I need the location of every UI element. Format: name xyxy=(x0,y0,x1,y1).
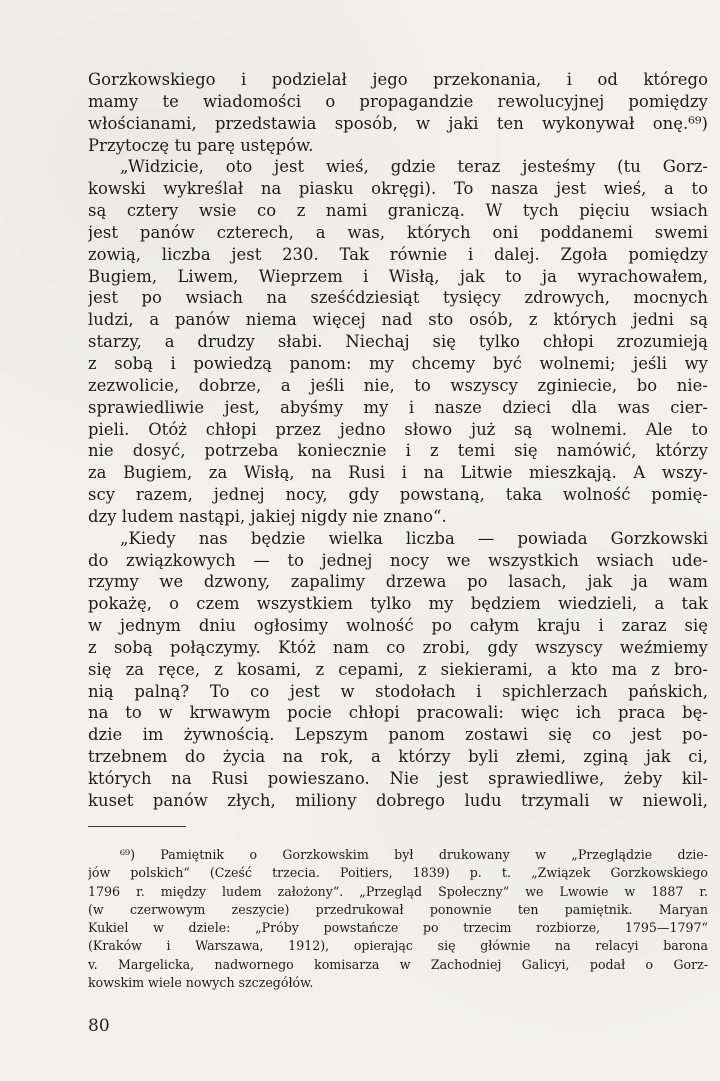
text-line: kowski wykreślał na piasku okręgi). To nasza jest wieś, a to xyxy=(88,179,708,199)
text-line: Gorzkowskiego i podzielał jego przekonania, i od którego xyxy=(88,70,708,89)
text-line: których na Rusi powieszano. Nie jest sprawiedliwe, żeby kil- xyxy=(88,769,708,788)
text-line: nie dosyć, potrzeba koniecznie i z temi się namówić, którzy xyxy=(88,441,708,461)
text-line: zowią, liczba jest 230. Tak równie i dalej. Zgoła pomiędzy xyxy=(88,244,708,264)
text-line: do związkowych — to jednej nocy we wszystkich wsiach ude- xyxy=(88,550,708,570)
text-line: Przytoczę tu parę ustępów. xyxy=(88,135,314,155)
text-line: dzy ludem nastąpi, jakiej nigdy nie znano“. xyxy=(88,506,447,526)
text-line: mamy te wiadomości o propagandzie rewolucyjnej pomiędzy xyxy=(88,91,708,111)
main-text xyxy=(88,69,708,812)
text-line: Bugiem, Liwem, Wieprzem i Wisłą, jak to ja wyrachowałem, xyxy=(88,266,708,286)
text-line: się za ręce, z kosami, z cepami, z siekierami, a kto ma z bro- xyxy=(88,659,708,679)
text-line: pokażę, o czem wszystkiem tylko my będziem wiedzieli, a tak xyxy=(88,594,708,614)
footnote-line: jów polskich“ (Cześć trzecia. Poitiers, 1839) p. t. „Związek Gorzkowskiego xyxy=(88,865,708,881)
text-line: ludzi, a panów niema więcej nad sto osób, z których jedni są xyxy=(88,310,708,330)
text-line: trzebnem do życia na rok, a którzy byli złemi, zginą jak ci, xyxy=(88,747,708,767)
text-line: pieli. Otóż chłopi przez jedno słowo już są wolnemi. Ale to xyxy=(88,419,708,439)
text-line: „Widzicie, oto jest wieś, gdzie teraz jesteśmy (tu Gorz- xyxy=(120,157,708,177)
text-line: dzie im żywnością. Lepszym panom zostawi się co jest po- xyxy=(88,725,708,745)
text-line: „Kiedy nas będzie wielka liczba — powiada Gorzkowski xyxy=(120,528,708,548)
footnote-line: Kukiel w dziele: „Próby powstańcze po trzecim rozbiorze, 1795—1797“ xyxy=(88,920,708,936)
text-line: z sobą i powiedzą panom: my chcemy być wolnemi; jeśli wy xyxy=(88,353,708,373)
text-line: sprawiedliwie jest, abyśmy my i nasze dzieci dla was cier- xyxy=(88,397,708,417)
footnote-line: 1796 r. między ludem założony“. „Przegląd Społeczny“ we Lwowie w 1887 r. xyxy=(88,883,708,899)
text-line: jest po wsiach na sześćdziesiąt tysięcy zdrowych, mocnych xyxy=(88,288,708,308)
text-line: nią palną? To co jest w stodołach i spichlerzach pańskich, xyxy=(88,681,708,701)
footnote-divider xyxy=(88,826,186,827)
text-line: włościanami, przedstawia sposób, w jaki ten wykonywał onę.⁶⁹) xyxy=(88,113,708,133)
footnote-line: ⁶⁹) Pamiętnik o Gorzkowskim był drukowany w „Przeglądzie dzie- xyxy=(120,847,708,862)
text-line: w jednym dniu ogłosimy wolność po całym kraju i zaraz się xyxy=(88,616,708,636)
text-line: rzymy we dzwony, zapalimy drzewa po lasach, jak ja wam xyxy=(88,572,708,592)
page-number: 80 xyxy=(88,1016,110,1036)
text-line: scy razem, jednej nocy, gdy powstaną, taka wolność pomię- xyxy=(88,485,708,505)
text-line: starzy, a drudzy słabi. Niechaj się tylko chłopi zrozumieją xyxy=(88,332,708,352)
text-line: są cztery wsie co z nami graniczą. W tych pięciu wsiach xyxy=(88,201,708,221)
footnote-line: kowskim wiele nowych szczegółów. xyxy=(88,975,314,991)
footnote-line: (Kraków i Warszawa, 1912), opierając się głównie na relacyi barona xyxy=(88,938,708,954)
text-line: zezwolicie, dobrze, a jeśli nie, to wszyscy zginiecie, bo nie- xyxy=(88,375,708,395)
text-line: na to w krwawym pocie chłopi pracowali: więc ich praca bę- xyxy=(88,703,708,723)
text-line: z sobą połączymy. Któż nam co zrobi, gdy wszyscy weźmiemy xyxy=(88,637,708,657)
text-line: kuset panów złych, miliony dobrego ludu trzymali w niewoli, xyxy=(88,790,708,810)
text-line: jest panów czterech, a was, których oni poddanemi swemi xyxy=(88,222,708,242)
footnote-line: (w czerwowym zeszycie) przedrukował ponownie ten pamiętnik. Maryan xyxy=(88,901,708,917)
footnote-line: v. Margelicka, nadwornego komisarza w Zachodniej Galicyi, podał o Gorz- xyxy=(88,956,708,972)
text-line: za Bugiem, za Wisłą, na Rusi i na Litwie mieszkają. A wszy- xyxy=(88,463,708,483)
footnote xyxy=(88,846,708,992)
